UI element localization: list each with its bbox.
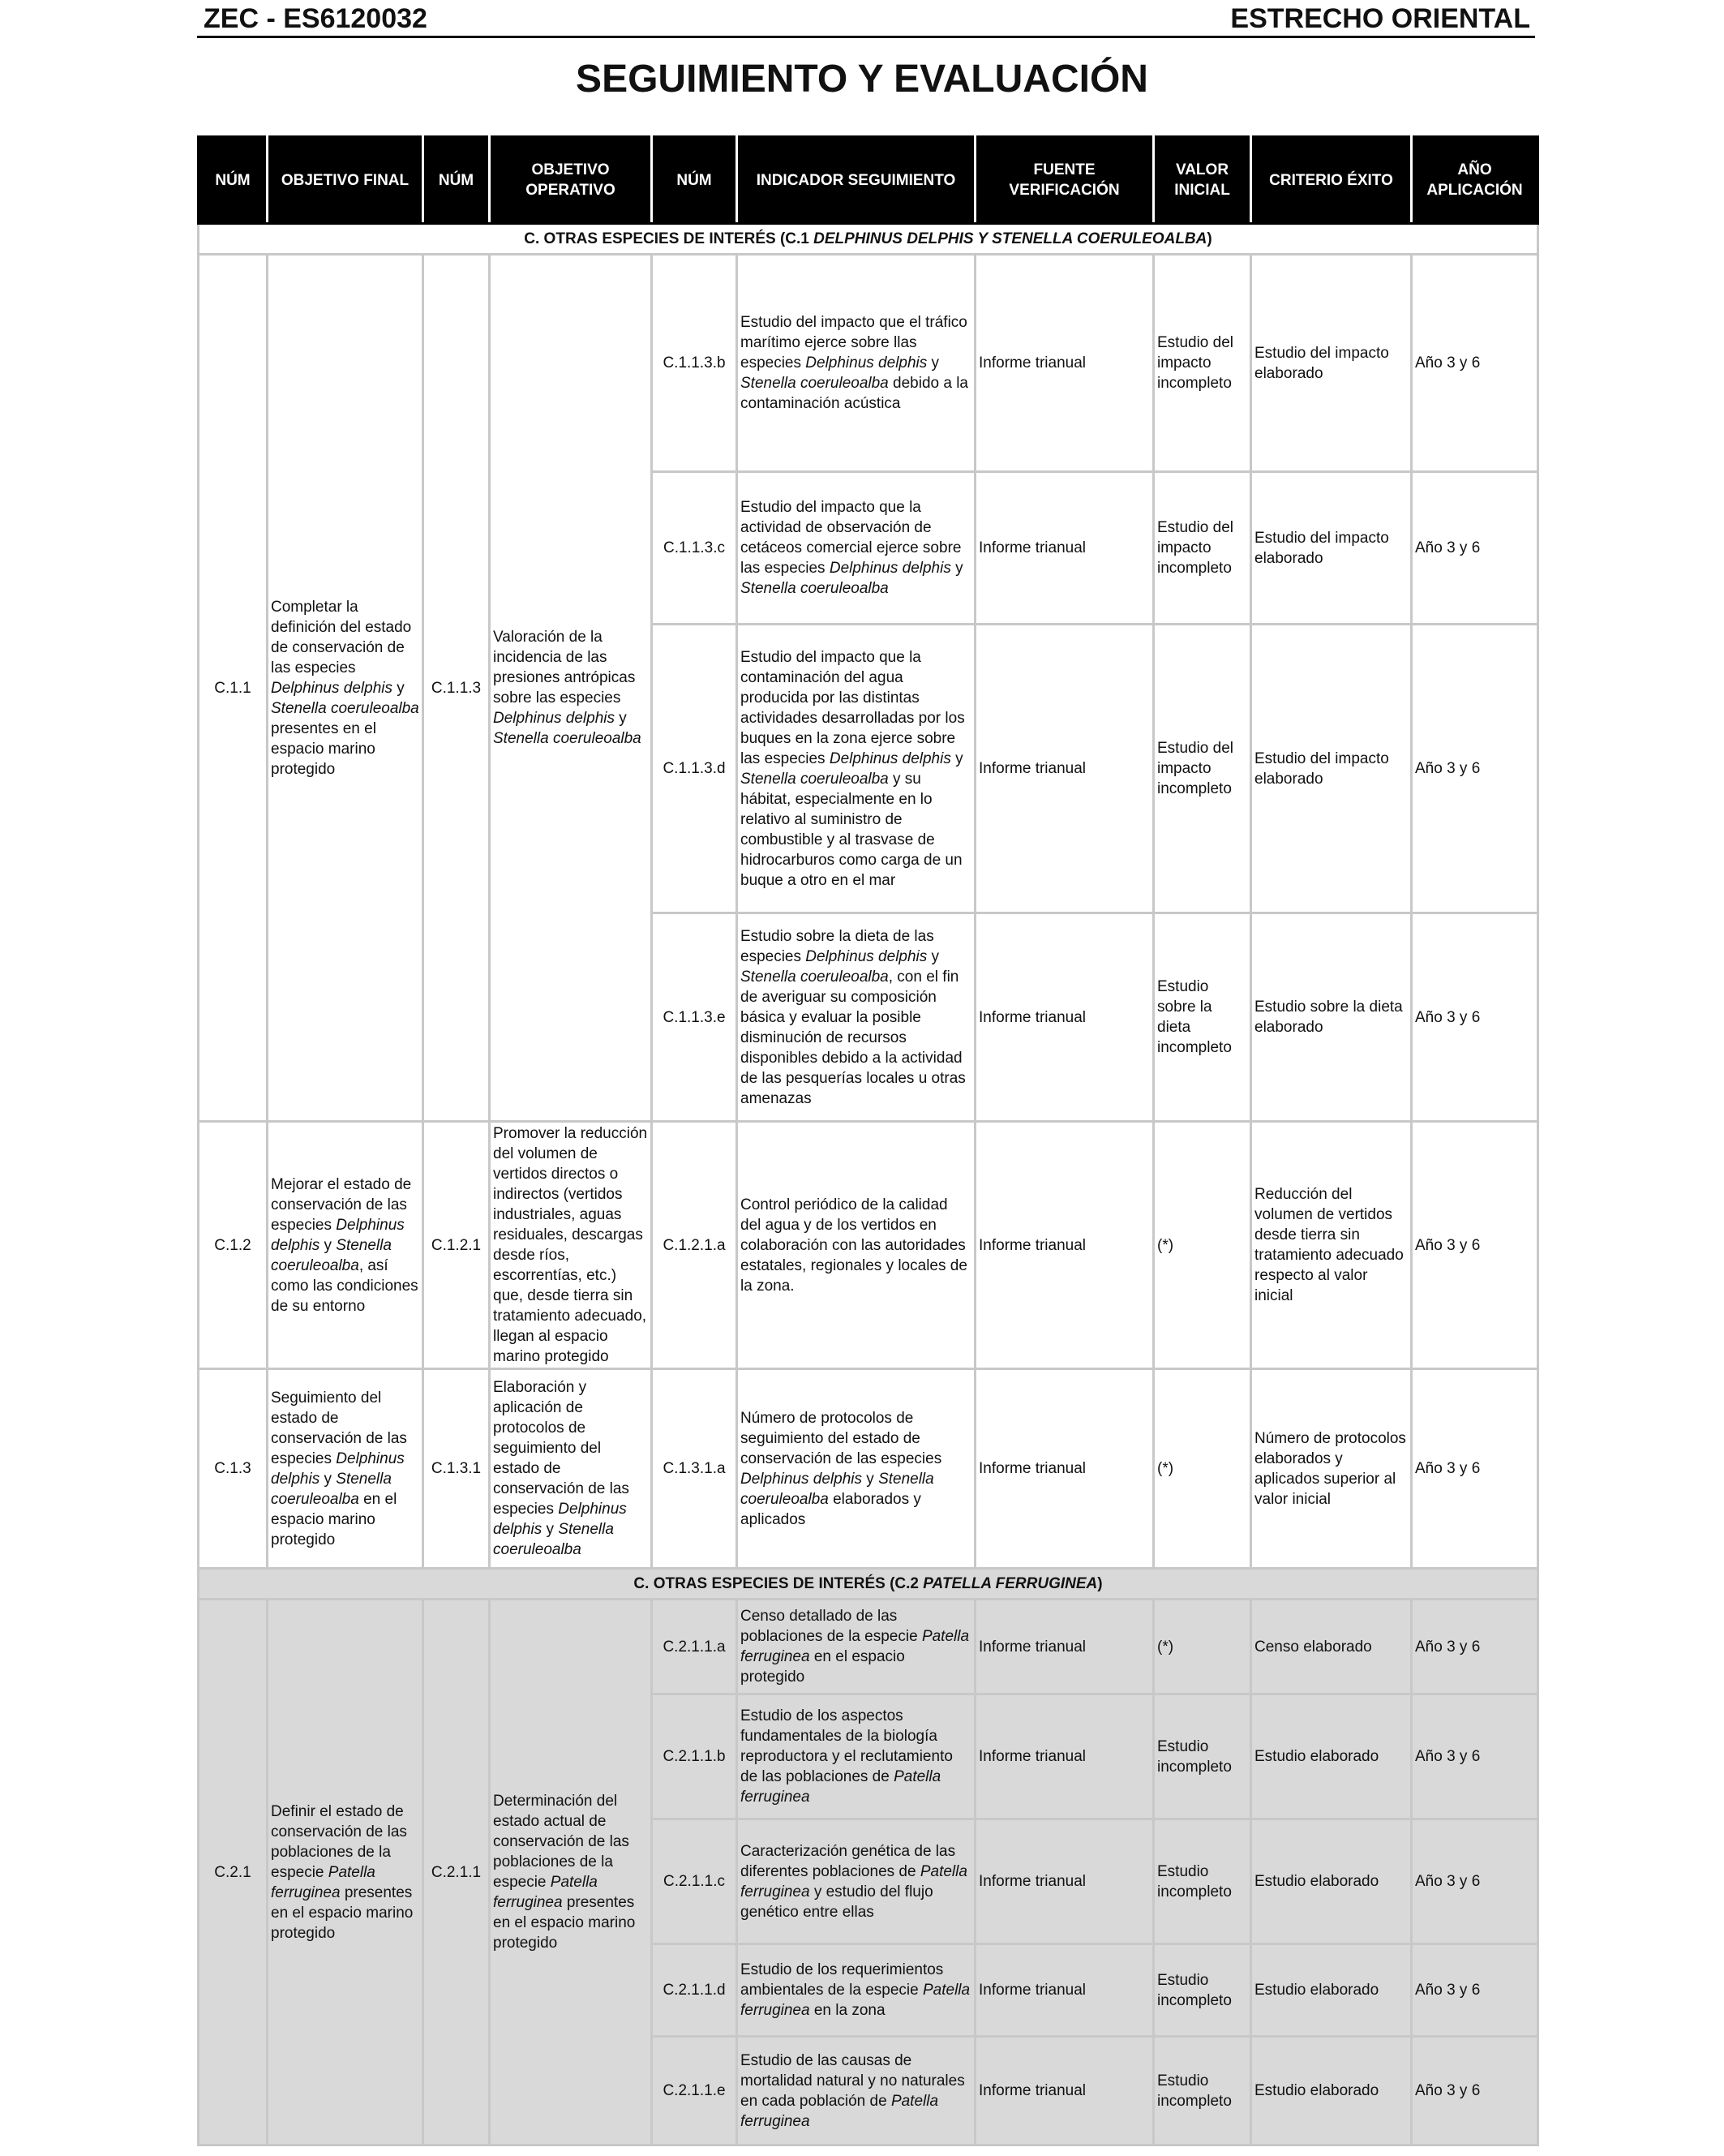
verification-source: Informe trianual — [976, 1122, 1154, 1369]
indicator-text: Estudio de los aspectos fundamentales de la biología reproductora y el reclutamiento de las poblaciones de Patella ferruginea — [737, 1694, 976, 1819]
indicator-num: C.1.1.3.c — [652, 472, 737, 625]
initial-value: Estudio incompleto — [1154, 1944, 1251, 2037]
group-num: C.2.1 — [199, 1600, 268, 2145]
indicator-num: C.2.1.1.d — [652, 1944, 737, 2037]
col-header: VALOR INICIAL — [1154, 137, 1251, 224]
success-criterion: Estudio elaborado — [1251, 1819, 1412, 1944]
application-year: Año 3 y 6 — [1412, 1694, 1538, 1819]
success-criterion: Estudio del impacto elaborado — [1251, 625, 1412, 913]
initial-value: Estudio incompleto — [1154, 1819, 1251, 1944]
indicator-text: Censo detallado de las poblaciones de la especie Patella ferruginea en el espacio protegido — [737, 1600, 976, 1694]
application-year: Año 3 y 6 — [1412, 913, 1538, 1122]
initial-value: Estudio sobre la dieta incompleto — [1154, 913, 1251, 1122]
indicator-num: C.2.1.1.e — [652, 2037, 737, 2145]
group-num: C.1.3 — [199, 1369, 268, 1569]
indicator-num: C.1.2.1.a — [652, 1122, 737, 1369]
application-year: Año 3 y 6 — [1412, 1600, 1538, 1694]
col-header: FUENTE VERIFICACIÓN — [976, 137, 1154, 224]
indicator-text: Número de protocolos de seguimiento del estado de conservación de las especies Delphinus delphis y Stenella coeruleoalba elaborados y aplicados — [737, 1369, 976, 1569]
verification-source: Informe trianual — [976, 1369, 1154, 1569]
indicator-num: C.2.1.1.b — [652, 1694, 737, 1819]
success-criterion: Estudio del impacto elaborado — [1251, 472, 1412, 625]
col-header: NÚM — [423, 137, 490, 224]
success-criterion: Estudio elaborado — [1251, 2037, 1412, 2145]
section-title-c2: C. OTRAS ESPECIES DE INTERÉS (C.2 PATELLA FERRUGINEA) — [199, 1569, 1538, 1600]
verification-source: Informe trianual — [976, 472, 1154, 625]
operative-objective: Valoración de la incidencia de las presiones antrópicas sobre las especies Delphinus delphis y Stenella coeruleoalba — [490, 255, 652, 1122]
col-header: CRITERIO ÉXITO — [1251, 137, 1412, 224]
application-year: Año 3 y 6 — [1412, 1819, 1538, 1944]
indicator-num: C.1.1.3.e — [652, 913, 737, 1122]
group-num: C.1.1 — [199, 255, 268, 1122]
initial-value: Estudio del impacto incompleto — [1154, 625, 1251, 913]
verification-source: Informe trianual — [976, 1600, 1154, 1694]
indicator-num: C.1.1.3.b — [652, 255, 737, 472]
initial-value: (*) — [1154, 1122, 1251, 1369]
col-header: NÚM — [652, 137, 737, 224]
success-criterion: Estudio sobre la dieta elaborado — [1251, 913, 1412, 1122]
verification-source: Informe trianual — [976, 1694, 1154, 1819]
indicator-text: Control periódico de la calidad del agua y de los vertidos en colaboración con las autoridades estatales, regionales y locales de la zona. — [737, 1122, 976, 1369]
verification-source: Informe trianual — [976, 913, 1154, 1122]
success-criterion: Estudio elaborado — [1251, 1944, 1412, 2037]
verification-source: Informe trianual — [976, 1944, 1154, 2037]
col-header: NÚM — [199, 137, 268, 224]
application-year: Año 3 y 6 — [1412, 1369, 1538, 1569]
initial-value: Estudio incompleto — [1154, 2037, 1251, 2145]
operative-objective: Promover la reducción del volumen de vertidos directos o indirectos (vertidos industriales, aguas residuales, descargas desde ríos, escorrentías, etc.) que, desde tierra sin tratamiento adecuado, llegan al espacio marino protegido — [490, 1122, 652, 1369]
monitoring-table — [197, 135, 1539, 2146]
application-year: Año 3 y 6 — [1412, 1944, 1538, 2037]
application-year: Año 3 y 6 — [1412, 255, 1538, 472]
indicator-text: Caracterización genética de las diferentes poblaciones de Patella ferruginea y estudio del flujo genético entre ellas — [737, 1819, 976, 1944]
final-objective: Seguimiento del estado de conservación de las especies Delphinus delphis y Stenella coeruleoalba en el espacio marino protegido — [268, 1369, 423, 1569]
col-header: AÑO APLICACIÓN — [1412, 137, 1538, 224]
section-row — [199, 224, 1538, 255]
indicator-num: C.1.1.3.d — [652, 625, 737, 913]
table-row — [199, 255, 1538, 472]
initial-value: (*) — [1154, 1369, 1251, 1569]
application-year: Año 3 y 6 — [1412, 2037, 1538, 2145]
success-criterion: Reducción del volumen de vertidos desde tierra sin tratamiento adecuado respecto al valor inicial — [1251, 1122, 1412, 1369]
initial-value: Estudio incompleto — [1154, 1694, 1251, 1819]
site-code: ZEC - ES6120032 — [204, 3, 427, 34]
success-criterion: Censo elaborado — [1251, 1600, 1412, 1694]
table-header-row — [199, 137, 1538, 224]
col-header: INDICADOR SEGUIMIENTO — [737, 137, 976, 224]
operative-num: C.1.2.1 — [423, 1122, 490, 1369]
success-criterion: Número de protocolos elaborados y aplicados superior al valor inicial — [1251, 1369, 1412, 1569]
indicator-num: C.2.1.1.c — [652, 1819, 737, 1944]
initial-value: Estudio del impacto incompleto — [1154, 255, 1251, 472]
success-criterion: Estudio elaborado — [1251, 1694, 1412, 1819]
final-objective: Definir el estado de conservación de las poblaciones de la especie Patella ferruginea presentes en el espacio marino protegido — [268, 1600, 423, 2145]
application-year: Año 3 y 6 — [1412, 625, 1538, 913]
col-header: OBJETIVO FINAL — [268, 137, 423, 224]
indicator-text: Estudio del impacto que la contaminación del agua producida por las distintas actividades desarrolladas por los buques en la zona ejerce sobre las especies Delphinus delphis y Stenella coeruleoalba y su hábitat, especialmente en lo relativo al suministro de combustible y al trasvase de hidrocarburos como carga de un buque a otro en el mar — [737, 625, 976, 913]
col-header: OBJETIVO OPERATIVO — [490, 137, 652, 224]
table-row — [199, 1122, 1538, 1369]
indicator-num: C.2.1.1.a — [652, 1600, 737, 1694]
operative-objective: Determinación del estado actual de conservación de las poblaciones de la especie Patella ferruginea presentes en el espacio marino protegido — [490, 1600, 652, 2145]
indicator-text: Estudio de los requerimientos ambientales de la especie Patella ferruginea en la zona — [737, 1944, 976, 2037]
final-objective: Mejorar el estado de conservación de las especies Delphinus delphis y Stenella coeruleoalba, así como las condiciones de su entorno — [268, 1122, 423, 1369]
operative-num: C.1.3.1 — [423, 1369, 490, 1569]
success-criterion: Estudio del impacto elaborado — [1251, 255, 1412, 472]
page-title: SEGUIMIENTO Y EVALUACIÓN — [576, 58, 1148, 101]
application-year: Año 3 y 6 — [1412, 472, 1538, 625]
indicator-text: Estudio sobre la dieta de las especies Delphinus delphis y Stenella coeruleoalba, con el fin de averiguar su composición básica y evaluar la posible disminución de recursos disponibles debido a la actividad de las pesquerías locales u otras amenazas — [737, 913, 976, 1122]
section-title-c1: C. OTRAS ESPECIES DE INTERÉS (C.1 DELPHINUS DELPHIS Y STENELLA COERULEOALBA) — [199, 224, 1538, 255]
initial-value: (*) — [1154, 1600, 1251, 1694]
indicator-text: Estudio del impacto que el tráfico marítimo ejerce sobre llas especies Delphinus delphis y Stenella coeruleoalba debido a la contaminación acústica — [737, 255, 976, 472]
table-row — [199, 1600, 1538, 1694]
page-header — [197, 2, 1535, 38]
verification-source: Informe trianual — [976, 2037, 1154, 2145]
application-year: Año 3 y 6 — [1412, 1122, 1538, 1369]
indicator-text: Estudio del impacto que la actividad de observación de cetáceos comercial ejerce sobre las especies Delphinus delphis y Stenella coeruleoalba — [737, 472, 976, 625]
operative-num: C.2.1.1 — [423, 1600, 490, 2145]
verification-source: Informe trianual — [976, 255, 1154, 472]
initial-value: Estudio del impacto incompleto — [1154, 472, 1251, 625]
operative-objective: Elaboración y aplicación de protocolos de seguimiento del estado de conservación de las especies Delphinus delphis y Stenella coeruleoalba — [490, 1369, 652, 1569]
verification-source: Informe trianual — [976, 1819, 1154, 1944]
operative-num: C.1.1.3 — [423, 255, 490, 1122]
table-row — [199, 1369, 1538, 1569]
group-num: C.1.2 — [199, 1122, 268, 1369]
indicator-text: Estudio de las causas de mortalidad natural y no naturales en cada población de Patella ferruginea — [737, 2037, 976, 2145]
site-name: ESTRECHO ORIENTAL — [1230, 3, 1530, 34]
verification-source: Informe trianual — [976, 625, 1154, 913]
final-objective: Completar la definición del estado de conservación de las especies Delphinus delphis y Stenella coeruleoalba presentes en el espacio marino protegido — [268, 255, 423, 1122]
indicator-num: C.1.3.1.a — [652, 1369, 737, 1569]
section-row — [199, 1569, 1538, 1600]
